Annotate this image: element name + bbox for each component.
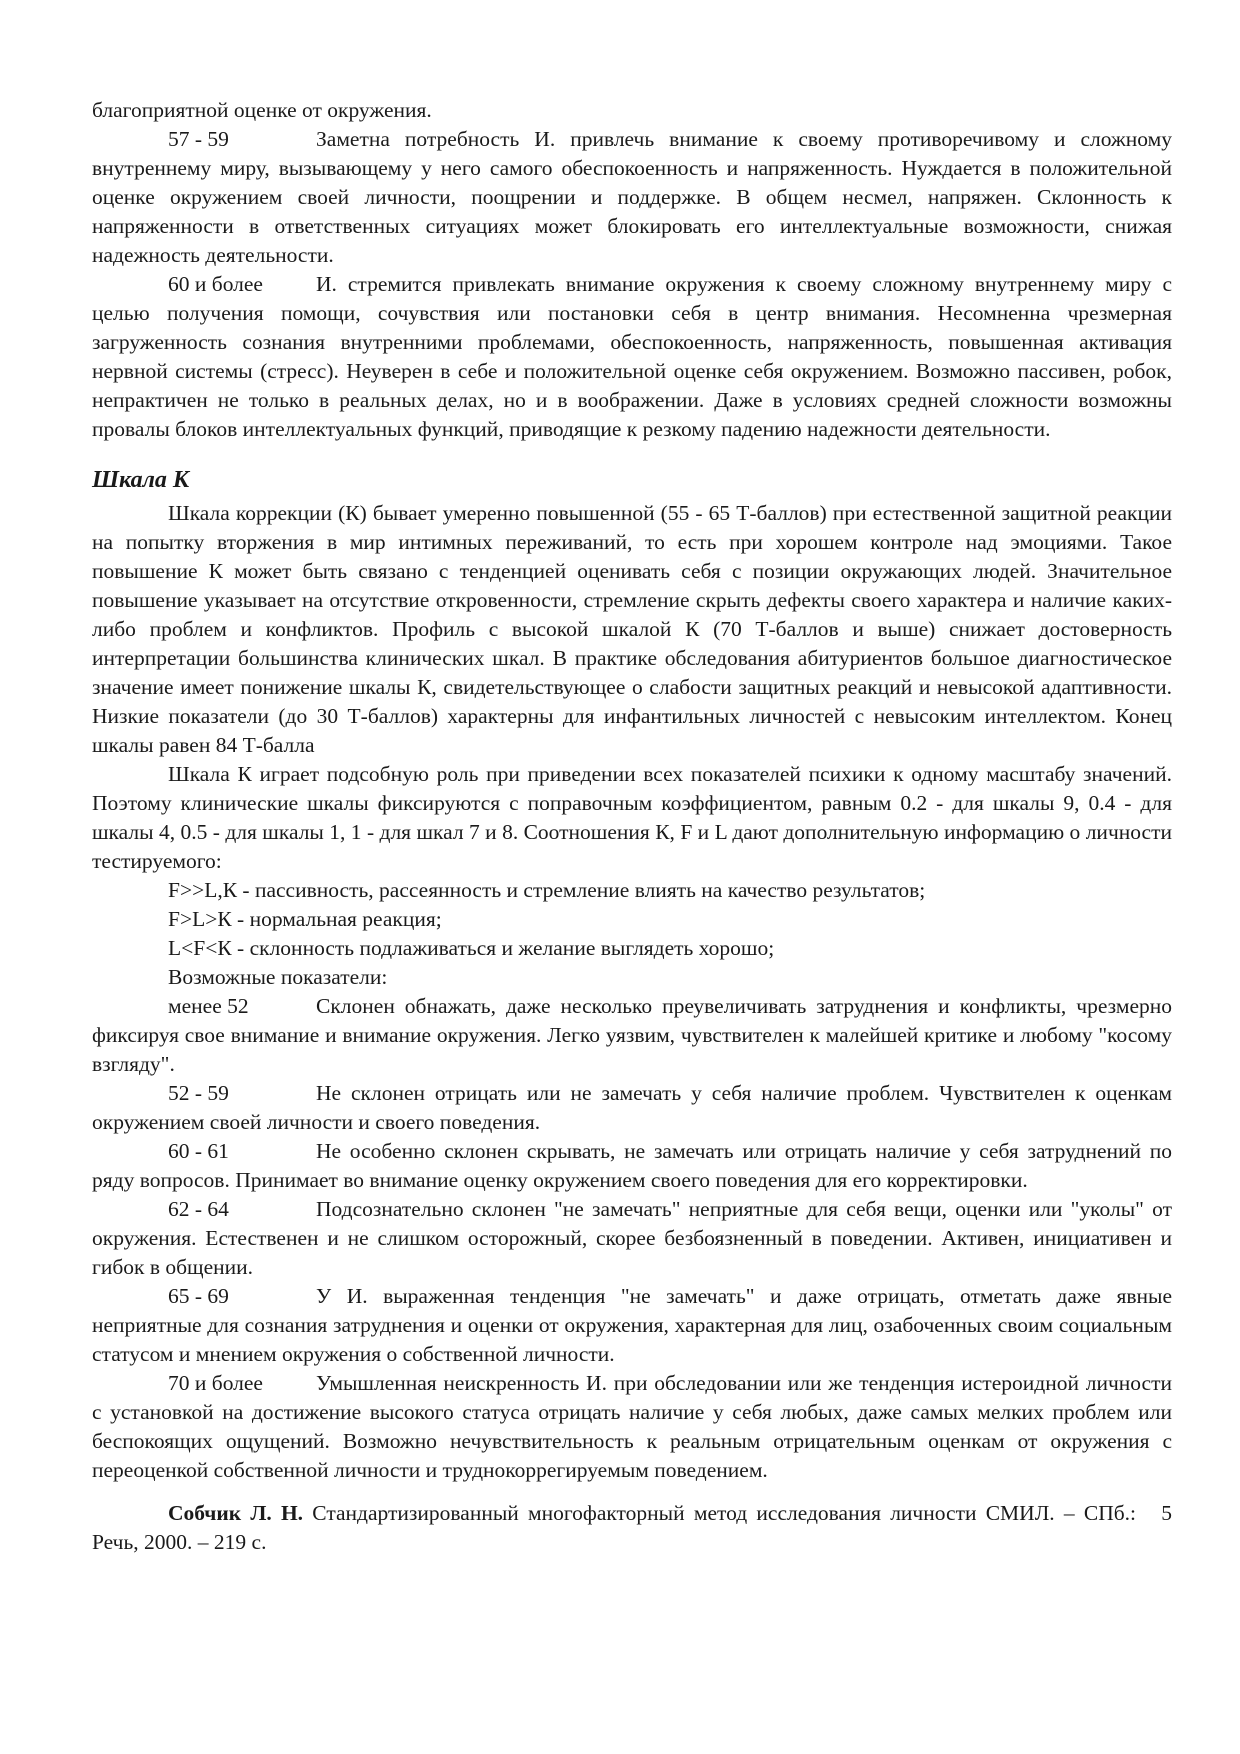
score-text: Не склонен отрицать или не замечать у себя наличие проблем. Чувствителен к оценкам окружением своей личности и своего поведения. xyxy=(92,1081,1172,1134)
score-paragraph xyxy=(92,1282,1172,1369)
score-code: 62 - 64 xyxy=(168,1197,229,1221)
reference-text: Стандартизированный многофакторный метод исследования личности СМИЛ. – СПб.: Речь, 2000. – 219 с. xyxy=(92,1501,1137,1554)
score-text: Не особенно склонен скрывать, не замечать или отрицать наличие у себя затруднений по ряду вопросов. Принимает во внимание оценку окружением своего поведения для его корректировки. xyxy=(92,1139,1172,1192)
document-page xyxy=(92,96,1172,1557)
score-paragraph xyxy=(92,1079,1172,1137)
score-text: Заметна потребность И. привлечь внимание к своему противоречивому и сложному внутреннему миру, вызывающему у него самого обеспокоенность и напряженность. Нуждается в положительной оценке окружением своей личности, поощрении и поддержке. В общем несмел, напряжен. Склонность к напряженности в ответственных ситуациях может блокировать его интеллектуальные возможности, снижая надежность деятельности. xyxy=(92,127,1172,267)
relation-line: L<F<К - склонность подлаживаться и желание выглядеть хорошо; xyxy=(168,936,775,960)
score-code: 70 и более xyxy=(168,1371,263,1395)
score-paragraph xyxy=(92,1137,1172,1195)
score-paragraph xyxy=(92,125,1172,270)
body-paragraph: Шкала коррекции (К) бывает умеренно повышенной (55 - 65 Т-баллов) при естественной защитной реакции на попытку вторжения в мир интимных переживаний, то есть при хорошем контроле над эмоциями. Такое повышение К может быть связано с тенденцией оценивать себя с позиции окружающих людей. Значительное повышение указывает на отсутствие откровенности, стремление скрыть дефекты своего характера и наличие каких-либо проблем и конфликтов. Профиль с высокой шкалой К (70 Т-баллов и выше) снижает достоверность интерпретации большинства клинических шкал. В практике обследования абитуриентов большое диагностическое значение имеет понижение шкалы К, свидетельствующее о слабости защитных реакций и невысокой адаптивности. Низкие показатели (до 30 Т-баллов) характерны для инфантильных личностей с невысоким интеллектом. Конец шкалы равен 84 Т-балла xyxy=(92,501,1172,757)
score-code: 65 - 69 xyxy=(168,1284,229,1308)
relation-line: F>L>К - нормальная реакция; xyxy=(168,907,442,931)
score-paragraph xyxy=(92,1195,1172,1282)
section-heading: Шкала К xyxy=(92,467,190,493)
score-code: 60 и более xyxy=(168,272,263,296)
score-code: 57 - 59 xyxy=(168,127,229,151)
score-paragraph xyxy=(92,992,1172,1079)
score-code: менее 52 xyxy=(168,994,249,1018)
reference-author: Собчик Л. Н. xyxy=(168,1501,304,1525)
score-paragraph xyxy=(92,270,1172,444)
possible-label: Возможные показатели: xyxy=(168,965,388,989)
score-paragraph xyxy=(92,1369,1172,1485)
score-code: 60 - 61 xyxy=(168,1139,229,1163)
score-text: Подсознательно склонен "не замечать" неприятные для себя вещи, оценки или "уколы" от окружения. Естественен и не слишком осторожный, скорее безбоязненный в поведении. Активен, инициативен и гибок в общении. xyxy=(92,1197,1172,1279)
continuation-text: благоприятной оценке от окружения. xyxy=(92,98,432,122)
relation-line: F>>L,К - пассивность, рассеянность и стремление влиять на качество результатов; xyxy=(168,878,926,902)
bibliography-reference xyxy=(92,1499,1172,1557)
score-text: И. стремится привлекать внимание окружения к своему сложному внутреннему миру с целью получения помощи, сочувствия или постановки себя в центр внимания. Несомненна чрезмерная загруженность сознания внутренними проблемами, обеспокоенность, напряженность, повышенная активация нервной системы (стресс). Неуверен в себе и положительной оценке себя окружением. Возможно пассивен, робок, непрактичен не только в реальных делах, но и в воображении. Даже в условиях средней сложности возможны провалы блоков интеллектуальных функций, приводящие к резкому падению надежности деятельности. xyxy=(92,272,1172,441)
page-number: 5 xyxy=(1161,1501,1172,1525)
body-paragraph: Шкала К играет подсобную роль при приведении всех показателей психики к одному масштабу значений. Поэтому клинические шкалы фиксируются с поправочным коэффициентом, равным 0.2 - для шкалы 9, 0.4 - для шкалы 4, 0.5 - для шкалы 1, 1 - для шкал 7 и 8. Соотношения К, F и L дают дополнительную информацию о личности тестируемого: xyxy=(92,762,1172,873)
score-text: Умышленная неискренность И. при обследовании или же тенденция истероидной личности с установкой на достижение высокого статуса отрицать наличие у себя любых, даже самых мелких проблем или беспокоящих ощущений. Возможно нечувствительность к реальным отрицательным оценкам от окружения с переоценкой собственной личности и труднокоррегируемым поведением. xyxy=(92,1371,1172,1482)
score-text: Склонен обнажать, даже несколько преувеличивать затруднения и конфликты, чрезмерно фиксируя свое внимание и внимание окружения. Легко уязвим, чувствителен к малейшей критике и любому "косому взгляду". xyxy=(92,994,1172,1076)
score-code: 52 - 59 xyxy=(168,1081,229,1105)
score-text: У И. выраженная тенденция "не замечать" и даже отрицать, отметать даже явные неприятные для сознания затруднения и оценки от окружения, характерная для лиц, озабоченных своим социальным статусом и мнением окружения о собственной личности. xyxy=(92,1284,1172,1366)
